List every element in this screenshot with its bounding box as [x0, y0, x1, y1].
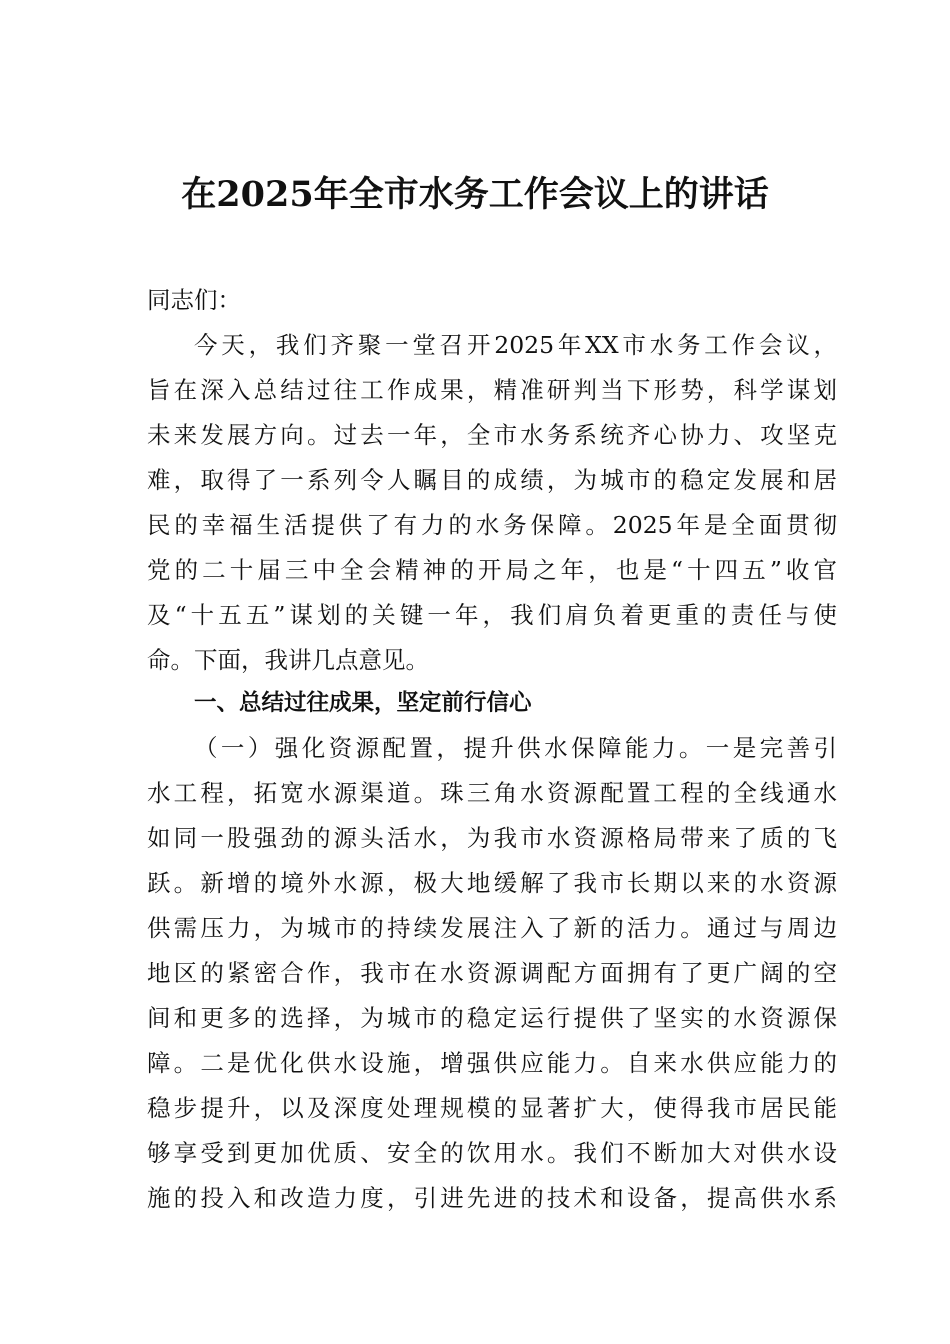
intro-line: 难，取得了一系列令人瞩目的成绩，为城市的稳定发展和居: [147, 466, 837, 494]
body-line: 跃。新增的境外水源，极大地缓解了我市长期以来的水资源: [147, 869, 837, 897]
intro-line: 及“十五五”谋划的关键一年，我们肩负着更重的责任与使: [147, 601, 837, 629]
intro-line: 旨在深入总结过往工作成果，精准研判当下形势，科学谋划: [147, 376, 837, 404]
intro-line: 今天，我们齐聚一堂召开2025年XX市水务工作会议，: [194, 331, 837, 359]
body-line: 如同一股强劲的源头活水，为我市水资源格局带来了质的飞: [147, 824, 837, 852]
body-line: 地区的紧密合作，我市在水资源调配方面拥有了更广阔的空: [147, 959, 837, 987]
salutation: 同志们：: [147, 286, 241, 314]
body-line: 水工程，拓宽水源渠道。珠三角水资源配置工程的全线通水: [147, 779, 837, 807]
body-line: 够享受到更加优质、安全的饮用水。我们不断加大对供水设: [147, 1139, 837, 1167]
body-line: 障。二是优化供水设施，增强供应能力。自来水供应能力的: [147, 1049, 837, 1077]
body-line: 施的投入和改造力度，引进先进的技术和设备，提高供水系: [147, 1184, 837, 1212]
intro-line: 命。下面，我讲几点意见。: [147, 646, 429, 674]
document-title: 在2025年全市水务工作会议上的讲话: [181, 174, 769, 215]
body-line: （一）强化资源配置，提升供水保障能力。一是完善引: [194, 734, 837, 762]
intro-line: 民的幸福生活提供了有力的水务保障。2025年是全面贯彻: [147, 511, 837, 539]
section-heading: 一、总结过往成果，坚定前行信心: [194, 690, 532, 716]
body-line: 供需压力，为城市的持续发展注入了新的活力。通过与周边: [147, 914, 837, 942]
intro-line: 未来发展方向。过去一年，全市水务系统齐心协力、攻坚克: [147, 421, 837, 449]
intro-line: 党的二十届三中全会精神的开局之年，也是“十四五”收官: [147, 556, 837, 584]
body-line: 稳步提升，以及深度处理规模的显著扩大，使得我市居民能: [147, 1094, 837, 1122]
body-line: 间和更多的选择，为城市的稳定运行提供了坚实的水资源保: [147, 1004, 837, 1032]
